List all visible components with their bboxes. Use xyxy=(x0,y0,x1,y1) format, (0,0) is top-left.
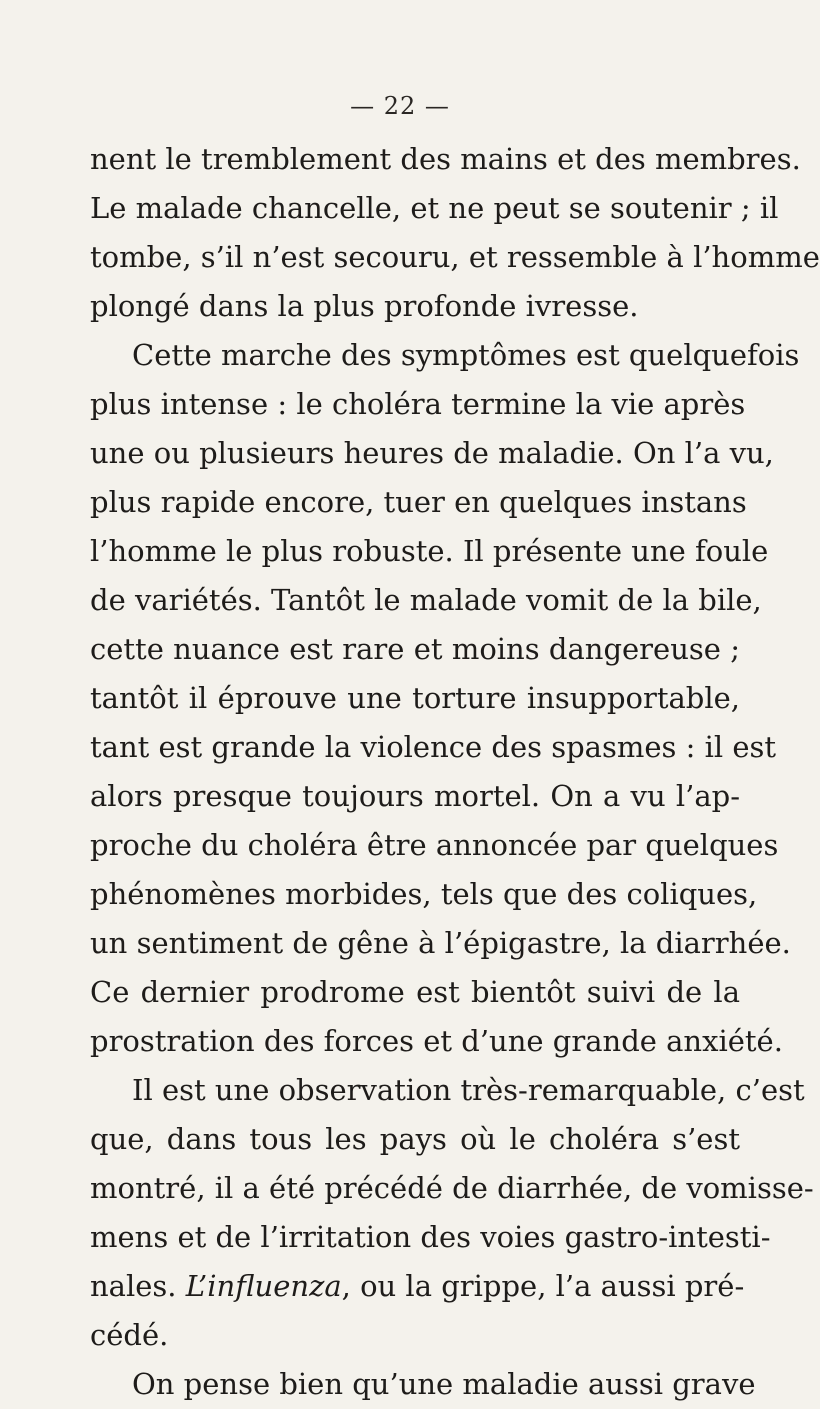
text-line: alors presque toujours mortel. On a vu l’ap- xyxy=(90,779,740,813)
text-line-with-italic xyxy=(90,1262,745,1311)
text-line: tantôt il éprouve une torture insupportable, xyxy=(90,681,740,715)
text-line: plus rapide encore, tuer en quelques instans xyxy=(90,485,747,519)
text-line: prostration des forces et d’une grande anxiété. xyxy=(90,1024,783,1058)
text-line: cette nuance est rare et moins dangereuse ; xyxy=(90,632,740,666)
text-line: Ce dernier prodrome est bientôt suivi de la xyxy=(90,975,740,1009)
text-segment: , ou la grippe, l’a aussi pré- xyxy=(341,1269,745,1303)
text-line: cédé. xyxy=(90,1318,169,1352)
text-line: nent le tremblement des mains et des membres. xyxy=(90,142,801,176)
text-line: une ou plusieurs heures de maladie. On l’a vu, xyxy=(90,436,774,470)
text-line: de variétés. Tantôt le malade vomit de la bile, xyxy=(90,583,762,617)
text-line: mens et de l’irritation des voies gastro-intesti- xyxy=(90,1220,771,1254)
text-segment: nales. xyxy=(90,1269,186,1303)
text-line: tombe, s’il n’est secouru, et ressemble à l’homme xyxy=(90,240,820,274)
text-line: montré, il a été précédé de diarrhée, de vomisse- xyxy=(90,1171,814,1205)
text-line: Le malade chancelle, et ne peut se soutenir ; il xyxy=(90,191,779,225)
italic-term: L’influenza xyxy=(185,1269,342,1303)
text-line: proche du choléra être annoncée par quelques xyxy=(90,828,779,862)
text-line: plongé dans la plus profonde ivresse. xyxy=(90,289,639,323)
text-line: que, dans tous les pays où le choléra s’est xyxy=(90,1122,740,1156)
text-line: tant est grande la violence des spasmes : il est xyxy=(90,730,777,764)
text-line: plus intense : le choléra termine la vie après xyxy=(90,387,746,421)
text-line: On pense bien qu’une maladie aussi grave xyxy=(132,1367,756,1401)
body-text xyxy=(90,135,820,1409)
text-line: un sentiment de gêne à l’épigastre, la diarrhée. xyxy=(90,926,791,960)
text-line: Cette marche des symptômes est quelquefois xyxy=(132,338,800,372)
text-line: phénomènes morbides, tels que des coliques, xyxy=(90,877,758,911)
text-line: l’homme le plus robuste. Il présente une foule xyxy=(90,534,769,568)
page-number: — 22 — xyxy=(350,92,450,120)
text-line: Il est une observation très-remarquable, c’est xyxy=(132,1073,805,1107)
